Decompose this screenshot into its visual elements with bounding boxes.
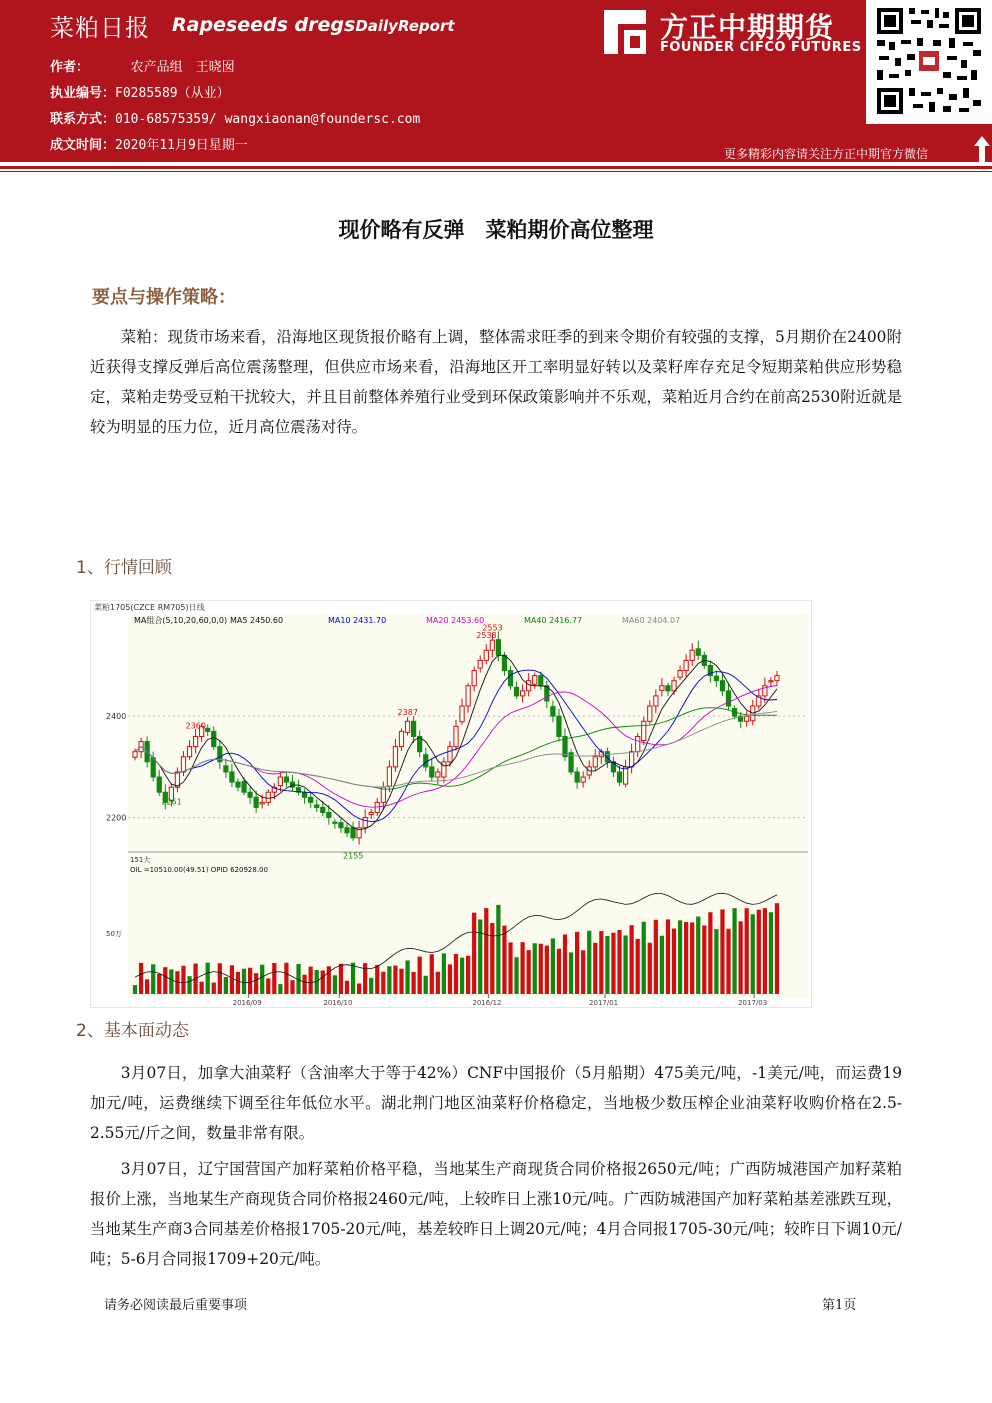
volume-bar [460, 958, 464, 994]
fundamentals-text-1: 3月07日，加拿大油菜籽（含油率大于等于42%）CNF中国报价（5月船期）475美元/吨，-1美元/吨，而运费19加元/吨，运费继续下调至往年低位水平。湖北荆门地区油菜籽价格稳定，当地极少数压榨企业油菜籽收购价格在2.5-2.55元/斤之间，数量非常有限。 [90, 1064, 902, 1142]
volume-bar [387, 966, 391, 994]
annotation-2155: 2155 [343, 851, 364, 861]
footer-disclaimer-note: 请务必阅读最后重要事项 [104, 1298, 248, 1313]
volume-bar [484, 908, 488, 994]
report-title-en-suffix: DailyReport [355, 17, 455, 35]
volume-bar [448, 964, 452, 994]
volume-bar [236, 972, 240, 994]
volume-bar [642, 922, 646, 994]
volume-bar [769, 912, 773, 994]
strategy-heading: 要点与操作策略： [92, 287, 236, 308]
license-label: 执业编号： [50, 86, 116, 101]
volume-bar [321, 970, 325, 994]
candle-body [514, 687, 518, 696]
candle-body [484, 650, 488, 660]
volume-bar [230, 965, 234, 994]
candle-body [309, 797, 313, 802]
footer-page-number: 第1页 [822, 1298, 857, 1313]
volume-bar [139, 963, 143, 994]
company-name-cn: 方正中期期货 [660, 11, 835, 44]
arrow-up-icon [974, 136, 990, 162]
volume-bar [660, 936, 664, 994]
strategy-text: 菜粕：现货市场来看，沿海地区现货报价略有上调，整体需求旺季的到来令期价有较强的支撑，5月期价在2400附近获得支撑反弹后高位震荡整理，但供应市场来看，沿海地区开工率明显好转以及菜籽库存充足令短期菜粕供应形势稳定，菜粕走势受豆粕干扰较大，并且目前整体养殖行业受到环保政策影响并不乐观，菜粕近月合约在前高2530附近就是较为明显的压力位，近月高位震荡对待。 [90, 328, 902, 436]
volume-bar [272, 963, 276, 994]
candle-body [581, 777, 585, 782]
candle-body [405, 721, 409, 732]
header-divider [0, 166, 992, 169]
candle-body [623, 767, 627, 784]
volume-bar [375, 965, 379, 994]
candle-body [666, 686, 670, 691]
strategy-paragraph [90, 322, 902, 442]
volume-bar [472, 913, 476, 994]
date-value: 2020年11月9日星期一 [115, 138, 248, 153]
report-title-en [172, 14, 455, 36]
candle-body [339, 823, 343, 828]
candle-body [345, 828, 349, 833]
volume-bar [587, 931, 591, 994]
annotation-2538: 2538 [476, 631, 497, 641]
volume-bar [520, 942, 524, 994]
candle-body [648, 706, 652, 721]
candle-body [478, 660, 482, 668]
volume-bar [302, 975, 306, 994]
volume-bar [351, 963, 355, 994]
ma-value-ma20: MA20 2453.60 [426, 616, 485, 625]
volume-bar [399, 969, 403, 994]
contact-label: 联系方式： [50, 112, 116, 127]
volume-bar [405, 960, 409, 994]
candle-body [133, 752, 137, 758]
candle-body [375, 802, 379, 812]
volume-bar [151, 964, 155, 994]
volume-bar [563, 934, 567, 994]
volume-bar [411, 972, 415, 994]
candle-body [496, 640, 500, 656]
report-title-en-main: Rapeseeds dregs [172, 14, 356, 36]
candle-body [508, 671, 512, 686]
ma-value-ma10: MA10 2431.70 [328, 616, 387, 625]
volume-bar [508, 942, 512, 994]
volume-bar [224, 977, 228, 994]
candle-body [387, 767, 391, 786]
candle-body [502, 655, 506, 670]
candle-body [642, 721, 646, 740]
volume-bar [133, 985, 137, 994]
x-tick-2017-03: 2017/03 [738, 999, 768, 1007]
volume-bar [527, 950, 531, 994]
x-tick-2016-12: 2016/12 [472, 999, 502, 1007]
candle-body [551, 707, 555, 717]
volume-bar [200, 982, 204, 994]
volume-bar [496, 905, 500, 994]
fundamentals-paragraph-2 [90, 1154, 902, 1274]
contact-line [50, 108, 420, 127]
candle-body [454, 726, 458, 746]
volume-bar [702, 925, 706, 994]
candle-body [411, 721, 415, 736]
candle-body [151, 758, 155, 777]
volume-bar [732, 908, 736, 994]
candle-body [690, 650, 694, 660]
candle-body [672, 681, 676, 691]
volume-bar [309, 967, 313, 994]
license-line [50, 82, 230, 101]
date-line [50, 134, 248, 153]
volume-bar [466, 956, 470, 994]
ma-value-ma5: MA5 2450.60 [230, 616, 284, 625]
volume-bar [145, 979, 149, 994]
ma-value-ma40: MA40 2416.77 [524, 616, 583, 625]
volume-bar [757, 910, 761, 994]
volume-bar [393, 966, 397, 994]
candle-body [399, 731, 403, 746]
candle-body [181, 757, 185, 772]
x-tick-2017-01: 2017/01 [589, 999, 619, 1007]
candle-body [654, 696, 658, 706]
annotation-2261: 2261 [161, 797, 182, 807]
volume-bar [478, 919, 482, 994]
ma-value-ma60: MA60 2404.07 [622, 616, 681, 625]
candle-body [206, 728, 210, 731]
volume-bar [654, 920, 658, 994]
annotation-2360: 2360 [185, 721, 206, 731]
fundamentals-paragraph-1 [90, 1058, 902, 1148]
candle-body [363, 818, 367, 828]
candle-body [533, 676, 537, 685]
volume-bar [218, 963, 222, 994]
candle-body [769, 681, 773, 682]
x-tick-2016-09: 2016/09 [232, 999, 262, 1007]
volume-bar [684, 922, 688, 994]
candle-body [539, 676, 543, 686]
header-divider-thin [0, 171, 992, 172]
report-title-cn: 菜粕日报 [50, 14, 150, 42]
volume-bar [327, 966, 331, 994]
candle-body [720, 681, 724, 691]
wechat-qr-code-icon[interactable] [873, 4, 985, 118]
volume-bar [502, 926, 506, 994]
candle-body [193, 736, 197, 746]
volume-bar [284, 963, 288, 994]
candle-body [242, 782, 246, 793]
section-market-review: 1、行情回顾 [76, 558, 172, 578]
volume-bar [545, 946, 549, 994]
volume-bar [454, 954, 458, 994]
volume-bar [333, 975, 337, 994]
candle-body [520, 691, 524, 696]
candle-body [187, 747, 191, 757]
volume-bar [714, 929, 718, 994]
volume-bar [551, 938, 555, 994]
volume-bar [163, 967, 167, 994]
candle-body [599, 752, 603, 757]
chart-title: 菜粕1705(CZCE RM705)日线 [94, 603, 205, 612]
volume-bar [381, 972, 385, 994]
volume-bar [345, 981, 349, 994]
candle-body [745, 716, 749, 721]
candle-body [254, 797, 258, 807]
candle-body [527, 681, 531, 691]
annotation-2387: 2387 [397, 707, 418, 717]
volume-y-tick: 50万 [106, 930, 122, 938]
volume-bar [763, 908, 767, 994]
rm705-daily-chart [90, 600, 812, 1008]
candle-body [157, 777, 161, 792]
volume-bar [266, 978, 270, 994]
company-name-en: FOUNDER CIFCO FUTURES [660, 40, 862, 55]
volume-pane-label: 151大 [130, 856, 151, 864]
candle-body [684, 660, 688, 670]
candle-body [460, 706, 464, 722]
volume-bar [696, 916, 700, 994]
candle-body [630, 752, 634, 767]
candle-body [290, 782, 294, 787]
volume-bar [599, 931, 603, 994]
candle-body [230, 772, 234, 782]
volume-bar [278, 984, 282, 994]
candle-body [321, 807, 325, 812]
volume-bar [242, 969, 246, 994]
volume-bar [617, 930, 621, 994]
volume-bar [533, 943, 537, 994]
volume-bar [690, 922, 694, 994]
candle-body [636, 736, 640, 751]
volume-bar [636, 939, 640, 994]
volume-bar [418, 957, 422, 994]
volume-bar [623, 935, 627, 994]
volume-bar [726, 929, 730, 994]
open-interest-label: OIL =10510.00(49.51) OPID 620928.00 [130, 866, 268, 874]
candle-body [660, 686, 664, 691]
volume-bar [290, 980, 294, 994]
candle-body [278, 777, 282, 786]
volume-bar [514, 957, 518, 994]
volume-bar [157, 974, 161, 994]
ma-combo-label: MA组合(5,10,20,60,0,0) [134, 616, 228, 625]
candle-body [212, 731, 216, 746]
volume-bar [557, 949, 561, 994]
volume-bar [630, 925, 634, 994]
volume-bar [430, 954, 434, 994]
y-tick-2400: 2400 [106, 712, 127, 722]
volume-bar [212, 983, 216, 994]
candle-body [593, 757, 597, 767]
candle-body [696, 649, 700, 656]
contact-value: 010-68575359/ wangxiaonan@foundersc.com [115, 112, 421, 127]
volume-bar [581, 950, 585, 994]
volume-bar [357, 984, 361, 994]
candle-body [315, 805, 319, 808]
candle-body [436, 772, 440, 777]
candle-body [302, 792, 306, 797]
volume-bar [745, 908, 749, 994]
volume-bar [775, 903, 779, 994]
volume-bar [260, 965, 264, 994]
section-fundamentals: 2、基本面动态 [76, 1021, 189, 1041]
volume-bar [490, 923, 494, 994]
candle-body [726, 691, 730, 706]
candle-body [775, 676, 779, 681]
follow-wechat-text: 更多精彩内容请关注方正中期官方微信 [724, 147, 929, 161]
volume-bar [605, 936, 609, 994]
volume-bar [569, 952, 573, 994]
volume-bar [254, 973, 258, 994]
volume-bar [187, 976, 191, 994]
y-tick-2200: 2200 [106, 813, 127, 823]
candle-body [678, 671, 682, 678]
candle-body [575, 772, 579, 782]
author-label: 作者： [50, 60, 90, 75]
candle-body [327, 813, 331, 818]
founder-logo-icon [604, 10, 646, 54]
candle-body [557, 716, 561, 736]
candle-body [714, 676, 718, 681]
volume-bar [648, 943, 652, 994]
candle-body [617, 772, 621, 782]
report-header [0, 0, 992, 168]
volume-bar [593, 943, 597, 994]
annotation-2553: 2553 [482, 623, 503, 633]
volume-bar [666, 919, 670, 994]
x-tick-2016-10: 2016/10 [323, 999, 353, 1007]
volume-bar [436, 972, 440, 994]
candle-body [424, 755, 428, 767]
candle-body [448, 747, 452, 762]
license-value: F0285589（从业） [115, 86, 230, 101]
volume-bar [539, 944, 543, 994]
candle-body [333, 822, 337, 823]
date-label: 成文时间： [50, 138, 116, 153]
candle-body [351, 828, 355, 838]
volume-bar [739, 921, 743, 994]
candle-body [248, 792, 252, 797]
candle-body [472, 671, 476, 686]
volume-bar [369, 978, 373, 994]
volume-bar [363, 963, 367, 994]
candle-body [490, 640, 494, 650]
volume-bar [248, 968, 252, 994]
candle-body [266, 792, 270, 802]
volume-bar [751, 914, 755, 994]
fundamentals-text-2: 3月07日，辽宁国营国产加籽菜粕价格平稳，当地某生产商现货合同价格报2650元/吨；广西防城港国产加籽菜粕报价上涨，当地某生产商现货合同价格报2460元/吨，上较昨日上涨10元/吨。广西防城港国产加籽菜粕基差涨跌互现，当地某生产商3合同基差价格报1705-20元/吨，基差较昨日上调20元/吨；4月合同报1705-30元/吨；较昨日下调10元/吨；5-6月合同报1709+20元/吨。 [90, 1160, 902, 1268]
volume-bar [181, 966, 185, 994]
volume-bar [206, 963, 210, 994]
candle-body [466, 686, 470, 706]
volume-bar [339, 964, 343, 994]
volume-bar [575, 932, 579, 994]
author-line [50, 56, 235, 75]
report-headline: 现价略有反弹 菜粕期价高位整理 [338, 218, 654, 242]
volume-bar [611, 933, 615, 994]
volume-bar [424, 976, 428, 994]
candle-body [284, 777, 288, 782]
candle-body [236, 782, 240, 787]
volume-bar [442, 953, 446, 994]
volume-bar [672, 928, 676, 994]
candle-body [430, 767, 434, 777]
volume-bar [708, 912, 712, 994]
candle-body [224, 766, 228, 772]
candle-body [260, 802, 264, 804]
candle-body [369, 813, 373, 815]
volume-bar [720, 909, 724, 994]
author-value: 农产品组 王晓囡 [130, 60, 235, 75]
candle-body [393, 747, 397, 767]
volume-bar [169, 969, 173, 994]
volume-bar [678, 920, 682, 994]
